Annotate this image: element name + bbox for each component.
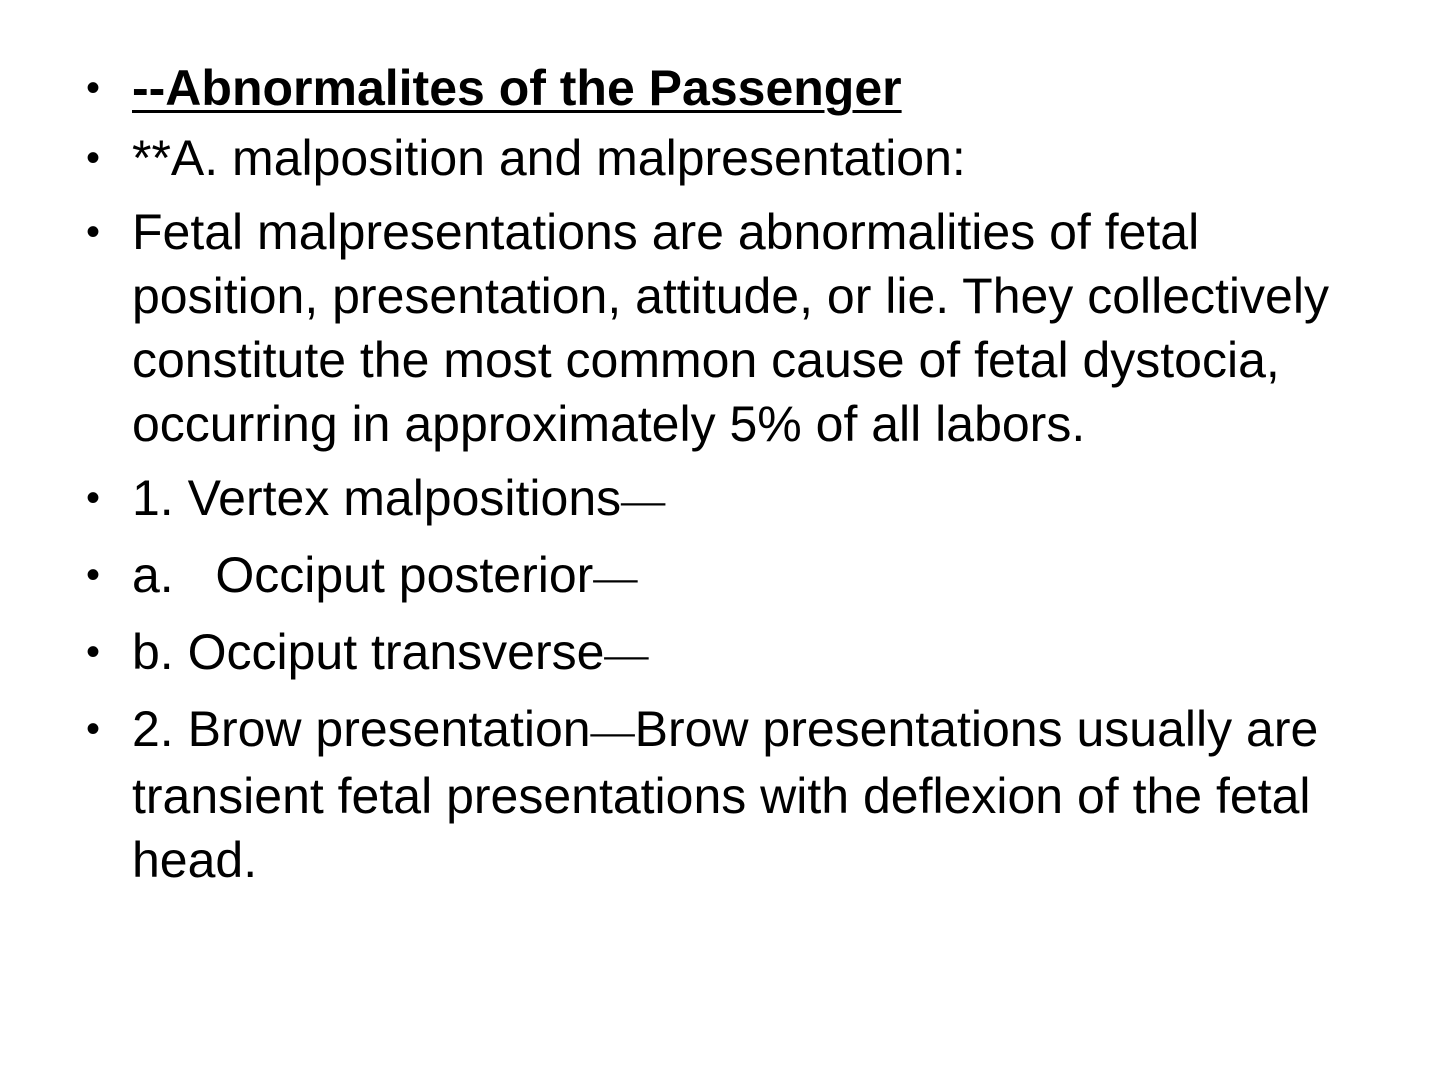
bullet-icon: •	[86, 136, 101, 180]
bullet-icon: •	[86, 210, 101, 254]
bullet-icon: •	[86, 553, 101, 597]
list-item-subtitle	[84, 126, 1344, 190]
bullet-icon: •	[86, 707, 101, 751]
item-text: b. Occiput transverse	[132, 624, 605, 680]
list-item-paragraph	[84, 200, 1344, 456]
item-text: 1. Vertex malpositions	[132, 470, 622, 526]
bullet-icon: •	[86, 630, 101, 674]
list-item-occiput-transverse	[84, 620, 1344, 687]
bullet-list	[84, 56, 1344, 902]
item-text: a. Occiput posterior	[132, 547, 594, 603]
item-description: Brow presentations usually are transient fetal presentations with deflexion of the fetal head.	[132, 701, 1333, 888]
bullet-icon: •	[86, 66, 101, 110]
slide-title: --Abnormalites of the Passenger	[132, 60, 902, 116]
list-item-brow-presentation	[84, 697, 1344, 892]
section-heading: **A. malposition and malpresentation:	[132, 130, 966, 186]
item-lead: 2. Brow presentation	[132, 701, 591, 757]
body-paragraph: Fetal malpresentations are abnormalities of fetal position, presentation, attitude, or lie. They collectively constitute the most common cause of fetal dystocia, occurring in approximately 5% of all labors.	[132, 204, 1343, 452]
list-item-occiput-posterior	[84, 543, 1344, 610]
em-dash: —	[593, 553, 638, 602]
bullet-icon: •	[86, 476, 101, 520]
em-dash: —	[621, 476, 666, 525]
list-item-title	[84, 56, 1344, 120]
em-dash: —	[604, 630, 649, 679]
em-dash: —	[590, 707, 635, 756]
list-item-vertex-malpositions	[84, 466, 1344, 533]
